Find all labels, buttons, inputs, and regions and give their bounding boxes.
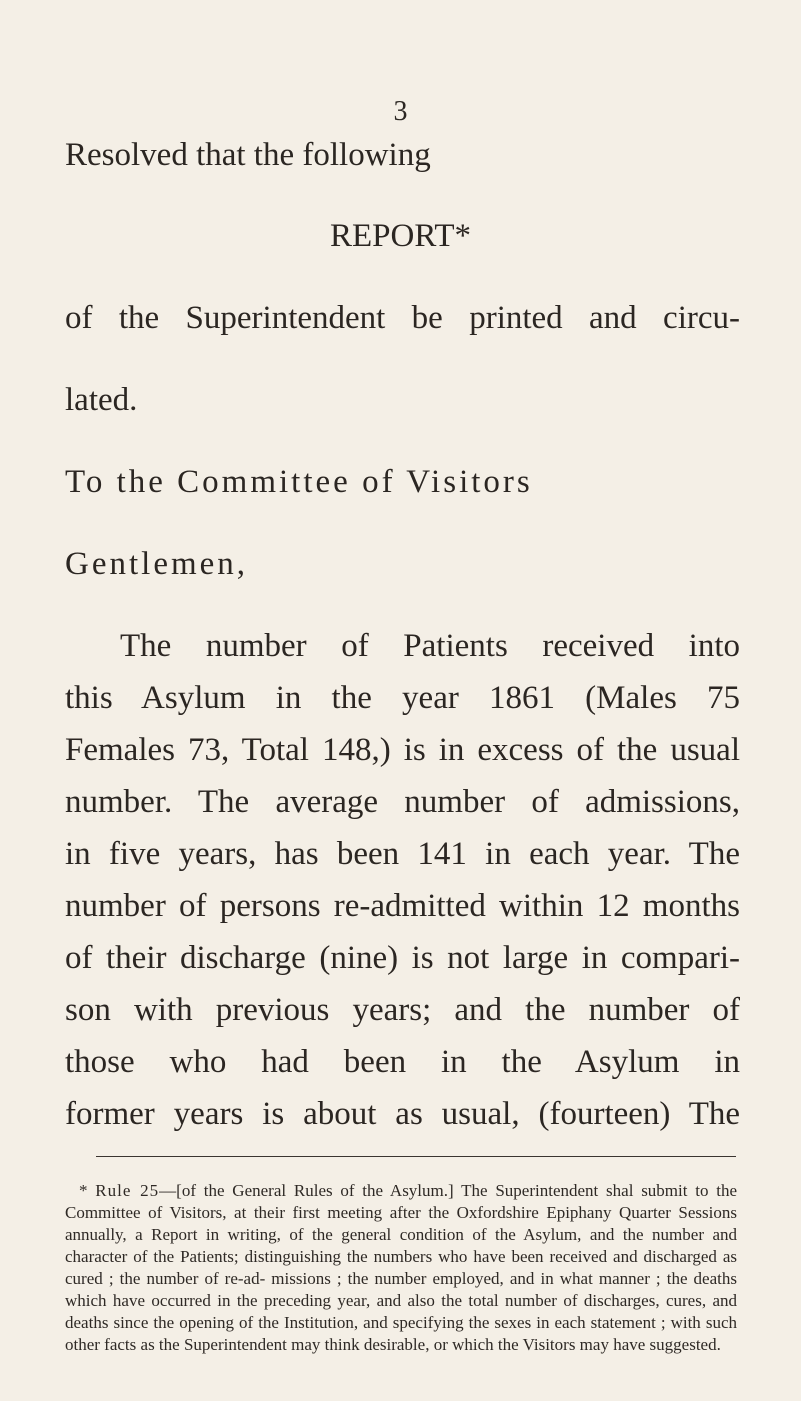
body-line: of the Superintendent be printed and circu-	[65, 300, 740, 336]
paragraph-line: Females 73, Total 148,) is in excess of the usual	[65, 732, 740, 768]
paragraph-line: former years is about as usual, (fourteen) The	[65, 1096, 740, 1132]
address-line: To the Committee of Visitors	[65, 464, 533, 500]
paragraph-line: this Asylum in the year 1861 (Males 75	[65, 680, 740, 716]
paragraph-line: The number of Patients received into	[120, 628, 740, 664]
paragraph-line: those who had been in the Asylum in	[65, 1044, 740, 1080]
body-line: lated.	[65, 382, 138, 418]
report-title: REPORT*	[329, 218, 472, 254]
paragraph-line: number of persons re-admitted within 12 months	[65, 888, 740, 924]
footnote	[65, 1180, 737, 1356]
footnote-mark: *	[79, 1181, 88, 1200]
footnote-divider	[96, 1156, 736, 1157]
salutation: Gentlemen,	[65, 546, 249, 582]
heading-line: Resolved that the following	[65, 137, 431, 173]
paragraph-line: son with previous years; and the number of	[65, 992, 740, 1028]
footnote-label: Rule 25	[95, 1181, 160, 1200]
paragraph-line: number. The average number of admissions,	[65, 784, 740, 820]
paragraph-line: of their discharge (nine) is not large in compari-	[65, 940, 740, 976]
footnote-text: —[of the General Rules of the Asylum.] The Superintendent shal submit to the Committee of Visitors, at their first meeting after the Oxfordshire Epiphany Quarter Sessions annually, a Report in writing, of the general condition of the Asylum, and the number and character of the Patients; distinguishing the numbers who have been received and discharged as cured ; the number of re-ad- missions ; the number employed, and in what manner ; the deaths which have occurred in the preceding year, and also the total number of discharges, cures, and deaths since the opening of the Institution, and specifying the sexes in each statement ; with such other facts as the Superintendent may think desirable, or which the Visitors may have suggested.	[65, 1181, 738, 1354]
page-number: 3	[393, 96, 408, 127]
paragraph-line: in five years, has been 141 in each year. The	[65, 836, 740, 872]
